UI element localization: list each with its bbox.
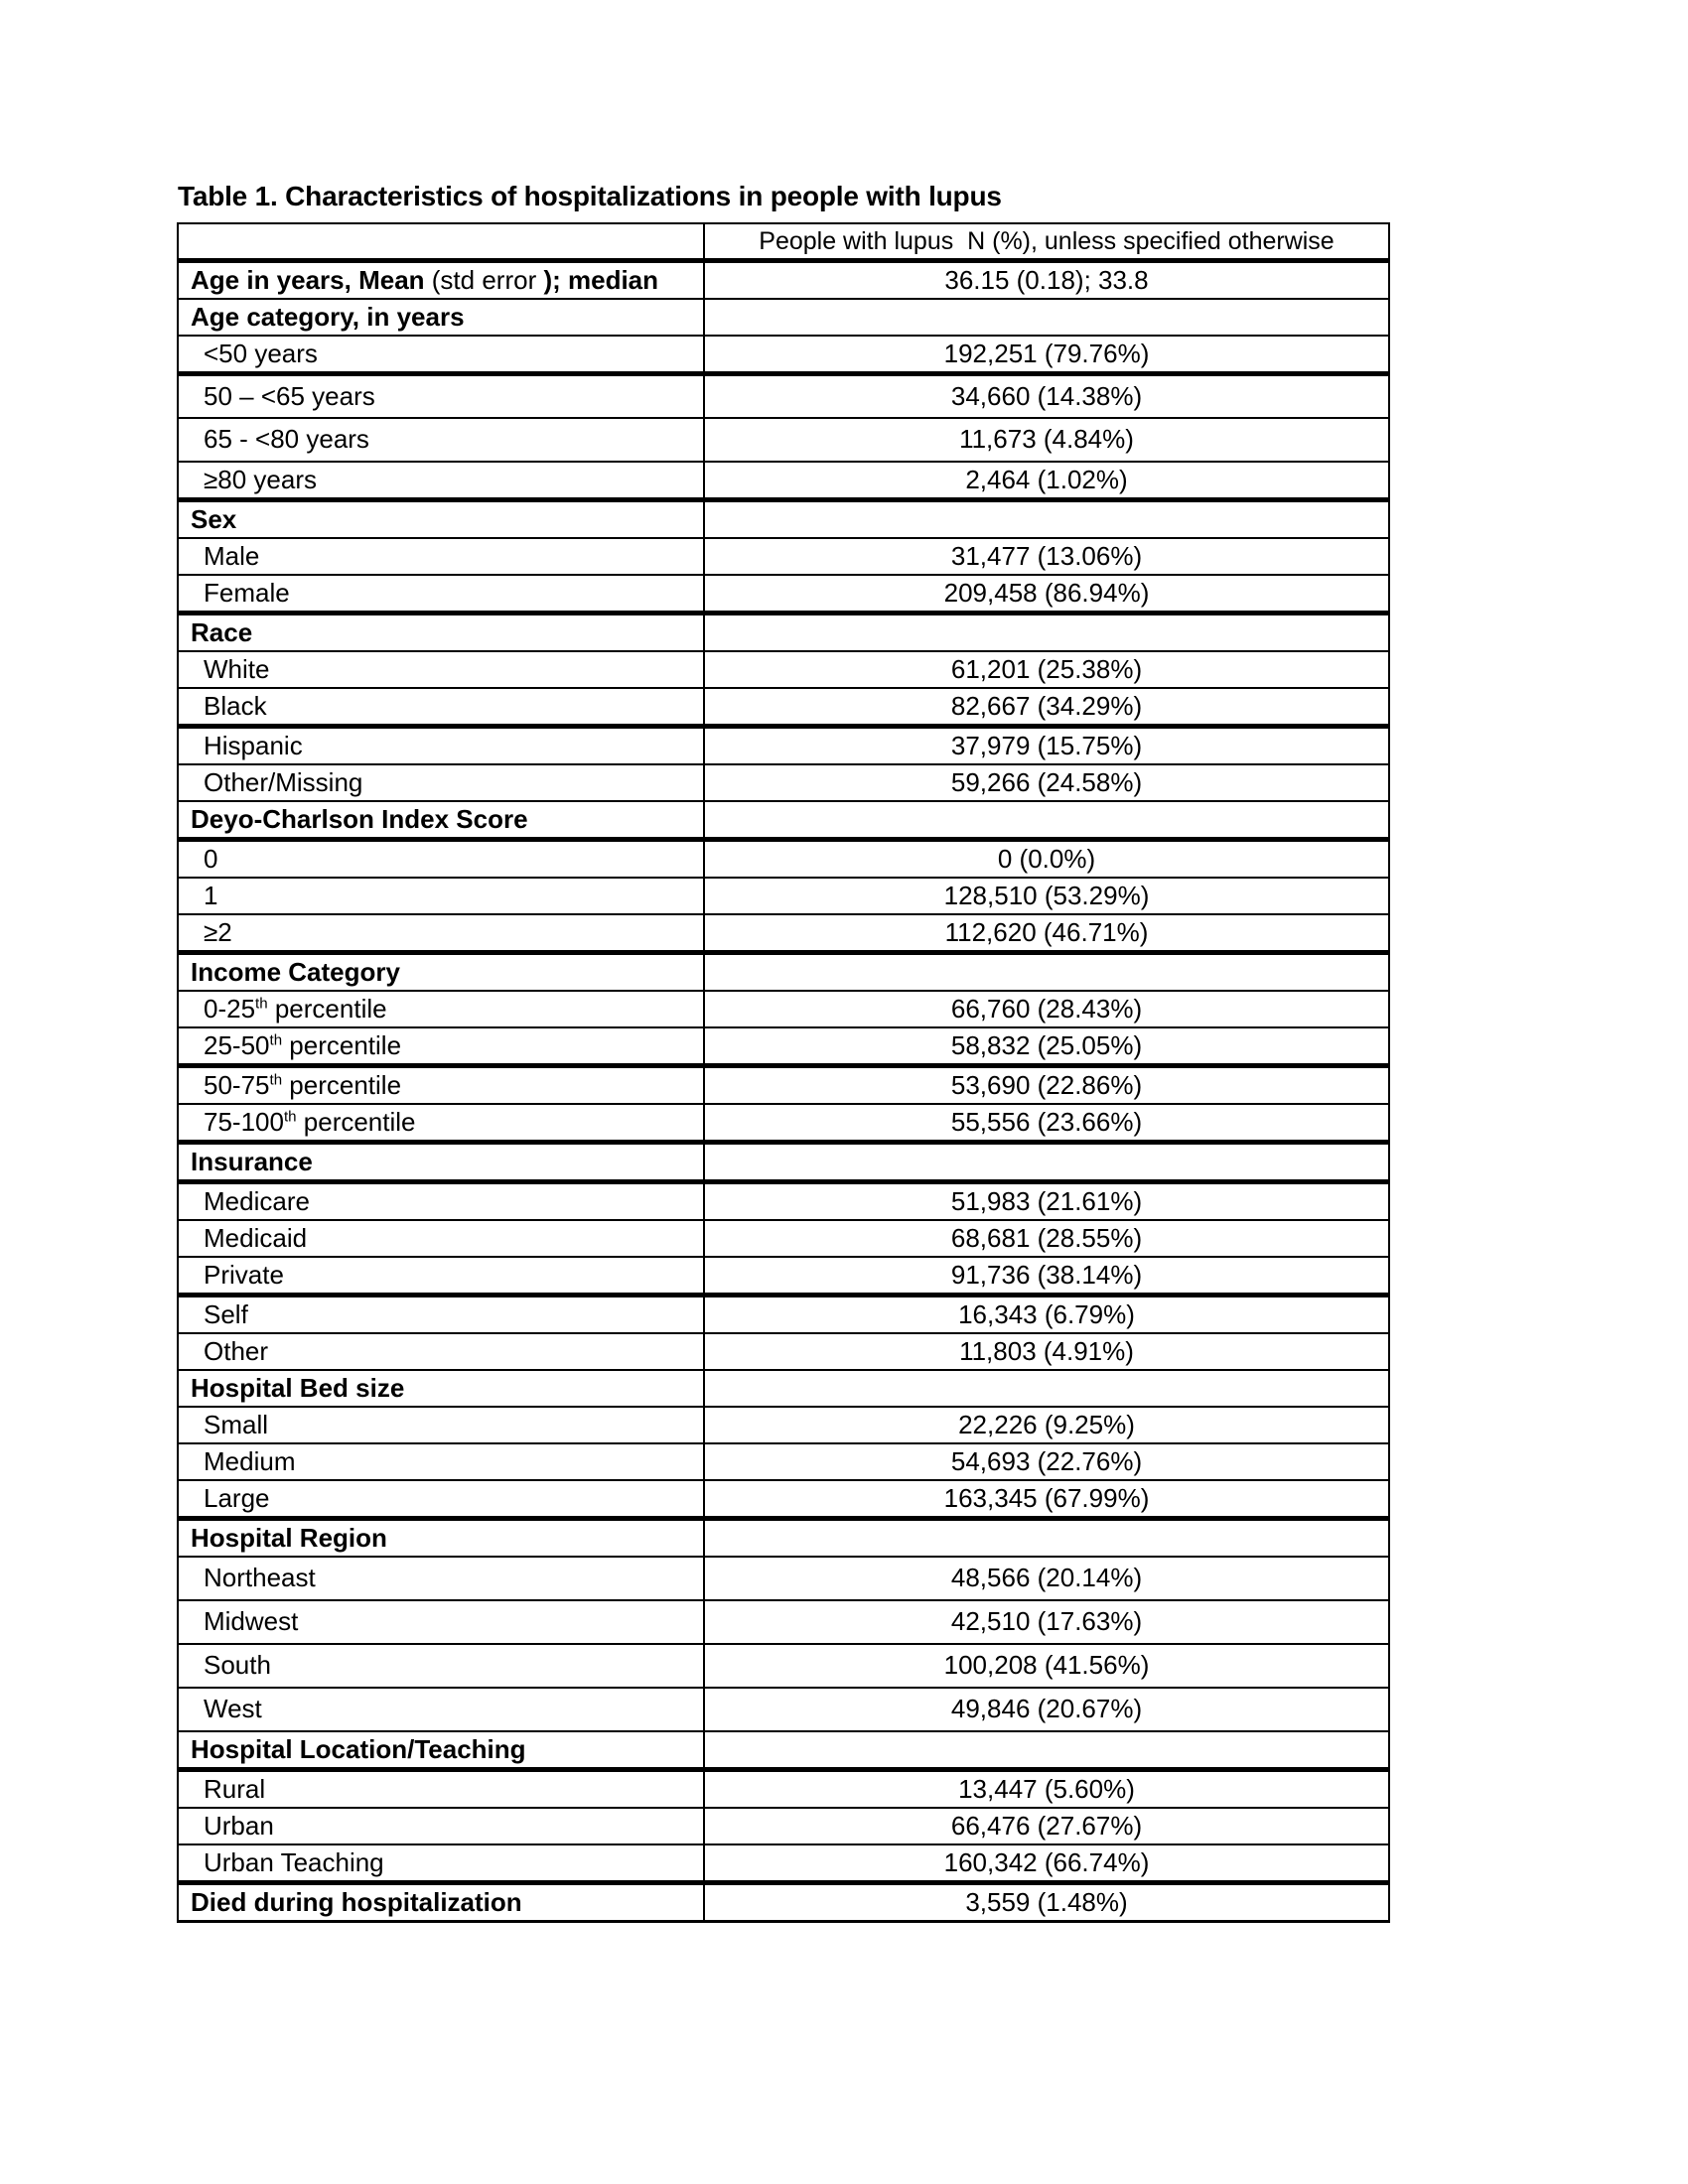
row-value-cell (704, 1518, 1389, 1557)
table-row (178, 1644, 1389, 1688)
row-label-cell: Large (178, 1480, 704, 1519)
table-row (178, 1480, 1389, 1519)
table-row (178, 575, 1389, 614)
row-label-cell: Income Category (178, 952, 704, 991)
row-value-cell: 13,447 (5.60%) (704, 1769, 1389, 1808)
row-value-cell: 61,201 (25.38%) (704, 651, 1389, 688)
row-value-cell (704, 1370, 1389, 1407)
row-label-cell: Small (178, 1407, 704, 1443)
row-value-cell (704, 499, 1389, 538)
row-label-cell: 50 – <65 years (178, 374, 704, 418)
table-row (178, 1518, 1389, 1557)
characteristics-table (177, 222, 1390, 1923)
row-value-cell: 37,979 (15.75%) (704, 726, 1389, 764)
row-label-cell: Medicaid (178, 1220, 704, 1257)
table-row (178, 1220, 1389, 1257)
row-label-cell: 1 (178, 878, 704, 914)
row-value-cell: 49,846 (20.67%) (704, 1688, 1389, 1731)
table-row (178, 1295, 1389, 1333)
table-row (178, 1769, 1389, 1808)
row-label-cell: 50-75th percentile (178, 1065, 704, 1104)
table-row (178, 914, 1389, 953)
table-row (178, 336, 1389, 374)
row-value-cell: 192,251 (79.76%) (704, 336, 1389, 374)
row-value-cell: 0 (0.0%) (704, 839, 1389, 878)
row-label-cell: Died during hospitalization (178, 1882, 704, 1921)
row-label-cell: South (178, 1644, 704, 1688)
row-label-cell: Male (178, 538, 704, 575)
table-row (178, 1370, 1389, 1407)
row-label-cell: Northeast (178, 1557, 704, 1600)
row-label-cell: ≥2 (178, 914, 704, 953)
table-row (178, 991, 1389, 1027)
row-value-cell: 128,510 (53.29%) (704, 878, 1389, 914)
table-row (178, 839, 1389, 878)
row-value-cell: 91,736 (38.14%) (704, 1257, 1389, 1296)
table-row (178, 1882, 1389, 1921)
table-row (178, 1557, 1389, 1600)
row-value-cell: 66,476 (27.67%) (704, 1808, 1389, 1844)
header-row (178, 223, 1389, 261)
row-value-cell: 2,464 (1.02%) (704, 462, 1389, 500)
row-label-cell: Female (178, 575, 704, 614)
row-label-cell: 0 (178, 839, 704, 878)
row-label-cell: Hispanic (178, 726, 704, 764)
table-row (178, 801, 1389, 840)
row-value-cell (704, 299, 1389, 336)
row-value-cell: 16,343 (6.79%) (704, 1295, 1389, 1333)
table-row (178, 952, 1389, 991)
row-value-cell (704, 801, 1389, 840)
row-label-cell: Other (178, 1333, 704, 1370)
row-label-cell: West (178, 1688, 704, 1731)
table-row (178, 1443, 1389, 1480)
row-label-cell: Hospital Bed size (178, 1370, 704, 1407)
table-row (178, 1600, 1389, 1644)
row-value-cell: 66,760 (28.43%) (704, 991, 1389, 1027)
table-row (178, 1065, 1389, 1104)
row-value-cell: 54,693 (22.76%) (704, 1443, 1389, 1480)
row-value-cell: 3,559 (1.48%) (704, 1882, 1389, 1921)
row-label-cell: Self (178, 1295, 704, 1333)
row-label-cell: Age in years, Mean (std error ); median (178, 261, 704, 300)
row-value-cell: 22,226 (9.25%) (704, 1407, 1389, 1443)
row-value-cell: 55,556 (23.66%) (704, 1104, 1389, 1143)
table-row (178, 1407, 1389, 1443)
row-label-cell: Other/Missing (178, 764, 704, 801)
row-label-cell: Medium (178, 1443, 704, 1480)
row-value-cell: 58,832 (25.05%) (704, 1027, 1389, 1066)
table-row (178, 651, 1389, 688)
table-row (178, 1844, 1389, 1883)
row-value-cell (704, 952, 1389, 991)
row-value-cell: 82,667 (34.29%) (704, 688, 1389, 727)
table-row (178, 878, 1389, 914)
table-row (178, 688, 1389, 727)
row-value-cell: 209,458 (86.94%) (704, 575, 1389, 614)
table-row (178, 1257, 1389, 1296)
row-label-cell: Age category, in years (178, 299, 704, 336)
row-value-cell: 36.15 (0.18); 33.8 (704, 261, 1389, 300)
table-row (178, 1333, 1389, 1370)
table-row (178, 1142, 1389, 1181)
row-value-cell: 51,983 (21.61%) (704, 1181, 1389, 1220)
row-label-cell: Rural (178, 1769, 704, 1808)
table-row (178, 538, 1389, 575)
table-row (178, 726, 1389, 764)
header-empty-cell (178, 223, 704, 261)
row-label-cell: Medicare (178, 1181, 704, 1220)
row-value-cell (704, 1142, 1389, 1181)
row-value-cell: 100,208 (41.56%) (704, 1644, 1389, 1688)
row-label-cell: Black (178, 688, 704, 727)
row-value-cell: 34,660 (14.38%) (704, 374, 1389, 418)
row-label-cell: Urban Teaching (178, 1844, 704, 1883)
table-row (178, 299, 1389, 336)
table-row (178, 499, 1389, 538)
row-label-cell: Hospital Region (178, 1518, 704, 1557)
table-title: Table 1. Characteristics of hospitalizations in people with lupus (178, 181, 1002, 211)
table-row (178, 764, 1389, 801)
table-row (178, 1731, 1389, 1770)
table-body (178, 261, 1389, 1922)
row-label-cell: Sex (178, 499, 704, 538)
row-label-cell: White (178, 651, 704, 688)
row-label-cell: <50 years (178, 336, 704, 374)
row-value-cell: 53,690 (22.86%) (704, 1065, 1389, 1104)
row-label-cell: Midwest (178, 1600, 704, 1644)
row-value-cell: 48,566 (20.14%) (704, 1557, 1389, 1600)
row-value-cell: 11,803 (4.91%) (704, 1333, 1389, 1370)
row-label-cell: Urban (178, 1808, 704, 1844)
row-label-cell: 75-100th percentile (178, 1104, 704, 1143)
row-label-cell: Hospital Location/Teaching (178, 1731, 704, 1770)
row-value-cell: 112,620 (46.71%) (704, 914, 1389, 953)
row-value-cell: 59,266 (24.58%) (704, 764, 1389, 801)
row-label-cell: 65 - <80 years (178, 418, 704, 462)
row-value-cell (704, 1731, 1389, 1770)
table-row (178, 1027, 1389, 1066)
table-row (178, 613, 1389, 651)
row-value-cell: 163,345 (67.99%) (704, 1480, 1389, 1519)
table-row (178, 1688, 1389, 1731)
row-label-cell: Deyo-Charlson Index Score (178, 801, 704, 840)
table-row (178, 1104, 1389, 1143)
table-row (178, 462, 1389, 500)
table-row (178, 1808, 1389, 1844)
row-value-cell: 42,510 (17.63%) (704, 1600, 1389, 1644)
row-label-cell: Private (178, 1257, 704, 1296)
row-label-cell: 0-25th percentile (178, 991, 704, 1027)
row-value-cell (704, 613, 1389, 651)
table-row (178, 1181, 1389, 1220)
header-value-column-label: People with lupus N (%), unless specified otherwise (704, 223, 1389, 261)
row-label-cell: 25-50th percentile (178, 1027, 704, 1066)
row-label-cell: Race (178, 613, 704, 651)
row-value-cell: 68,681 (28.55%) (704, 1220, 1389, 1257)
row-label-cell: ≥80 years (178, 462, 704, 500)
row-value-cell: 31,477 (13.06%) (704, 538, 1389, 575)
row-value-cell: 11,673 (4.84%) (704, 418, 1389, 462)
table-row (178, 418, 1389, 462)
row-label-cell: Insurance (178, 1142, 704, 1181)
table-row (178, 374, 1389, 418)
table-row (178, 261, 1389, 300)
row-value-cell: 160,342 (66.74%) (704, 1844, 1389, 1883)
